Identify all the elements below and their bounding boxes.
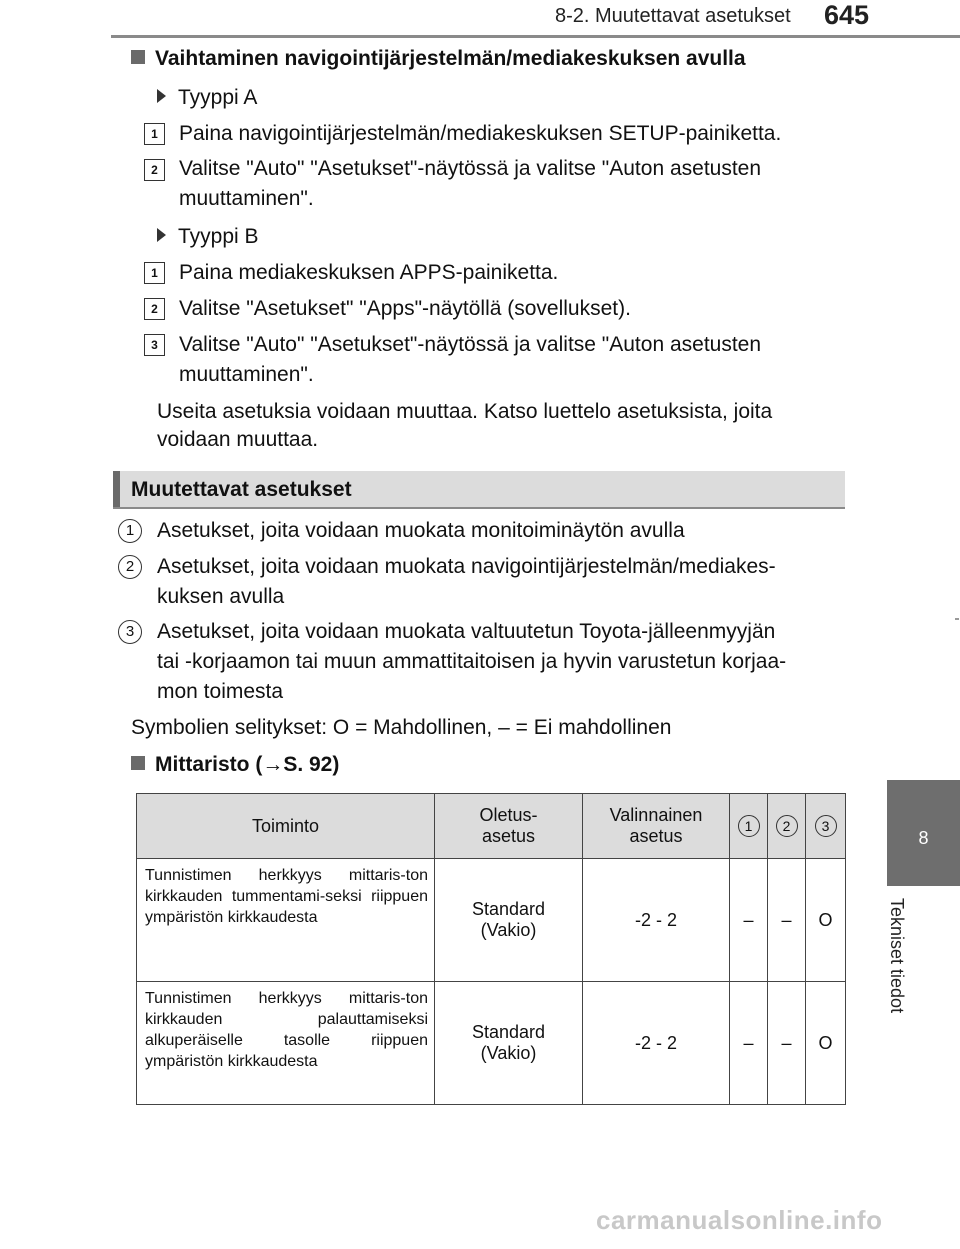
watermark: carmanualsonline.info xyxy=(596,1205,883,1235)
legend-text: Asetukset, joita voidaan muokata navigointijärjestelmän/mediakes- xyxy=(157,555,776,578)
step-text: Valitse "Auto" "Asetukset"-näytössä ja valitse "Auton asetusten xyxy=(179,333,762,356)
square-bullet-icon xyxy=(131,50,145,64)
type-a-label: Tyyppi A xyxy=(157,83,257,113)
page-number: 645 xyxy=(824,0,870,30)
mittaristo-heading: Mittaristo (→S. 92) xyxy=(131,750,339,780)
col-header-3: 3 xyxy=(806,794,846,859)
square-bullet-icon xyxy=(131,756,145,770)
step-text: Paina mediakeskuksen APPS-painiketta. xyxy=(179,261,559,284)
legend-text-cont: kuksen avulla xyxy=(157,585,285,608)
cell-c3: O xyxy=(806,982,846,1105)
type-b-label: Tyyppi B xyxy=(157,222,259,252)
navi-heading: Vaihtaminen navigointijärjestelmän/mediakeskuksen avulla xyxy=(131,44,746,74)
legend-text: Asetukset, joita voidaan muokata valtuutetun Toyota-jälleenmyyjän xyxy=(157,620,776,643)
step-text: Valitse "Asetukset" "Apps"-näytöllä (sovellukset). xyxy=(179,297,631,320)
legend-number-circle: 2 xyxy=(118,555,142,579)
cell-optional: -2 - 2 xyxy=(583,859,730,982)
table-row xyxy=(137,982,846,1105)
note-text-cont: voidaan muuttaa. xyxy=(157,428,319,451)
triangle-bullet-icon xyxy=(157,89,166,103)
triangle-bullet-icon xyxy=(157,228,166,242)
step-text: Paina navigointijärjestelmän/mediakeskuksen SETUP-painiketta. xyxy=(179,122,782,145)
cell-default: Standard (Vakio) xyxy=(435,859,583,982)
heading-rule xyxy=(113,507,845,509)
col-header-function: Toiminto xyxy=(137,794,435,859)
settings-table xyxy=(136,793,846,1105)
step-text-cont: muuttaminen". xyxy=(179,363,314,386)
legend-text: Asetukset, joita voidaan muokata monitoiminäytön avulla xyxy=(157,519,685,542)
margin-mark xyxy=(955,618,959,620)
step-number-box: 3 xyxy=(144,334,165,356)
col-header-optional: Valinnainen asetus xyxy=(583,794,730,859)
chapter-tab xyxy=(887,780,960,886)
section-header: 8-2. Muutettavat asetukset xyxy=(555,5,791,27)
symbol-legend: Symbolien selitykset: O = Mahdollinen, – = Ei mahdollinen xyxy=(131,716,672,739)
cell-c3: O xyxy=(806,859,846,982)
table-header-row xyxy=(137,794,846,859)
chapter-label: Tekniset tiedot xyxy=(887,898,907,1014)
step-number-box: 2 xyxy=(144,159,165,181)
section-title: Muutettavat asetukset xyxy=(131,478,352,501)
col-header-2: 2 xyxy=(768,794,806,859)
cell-c1: – xyxy=(730,982,768,1105)
legend-text-cont: tai -korjaamon tai muun ammattitaitoisen ja hyvin varustetun korjaa- xyxy=(157,650,787,673)
section-heading xyxy=(113,471,845,509)
step-text-cont: muuttaminen". xyxy=(179,187,314,210)
heading-accent-bar xyxy=(113,471,120,509)
header-rule xyxy=(111,35,960,38)
legend-text-cont: mon toimesta xyxy=(157,680,284,703)
cell-c2: – xyxy=(768,982,806,1105)
step-text: Valitse "Auto" "Asetukset"-näytössä ja valitse "Auton asetusten xyxy=(179,157,762,180)
step-number-box: 1 xyxy=(144,262,165,284)
cell-c2: – xyxy=(768,859,806,982)
cell-optional: -2 - 2 xyxy=(583,982,730,1105)
col-header-default: Oletus- asetus xyxy=(435,794,583,859)
step-number-box: 1 xyxy=(144,123,165,145)
cell-c1: – xyxy=(730,859,768,982)
step-number-box: 2 xyxy=(144,298,165,320)
col-header-1: 1 xyxy=(730,794,768,859)
cell-function: Tunnistimen herkkyys mittaris-ton kirkkauden palauttamiseksi alkuperäiselle tasolle riippuen ympäristön kirkkaudesta xyxy=(137,982,435,1105)
cell-default: Standard (Vakio) xyxy=(435,982,583,1105)
note-text: Useita asetuksia voidaan muuttaa. Katso luettelo asetuksista, joita xyxy=(157,400,773,423)
cell-function: Tunnistimen herkkyys mittaris-ton kirkkauden tummentami-seksi riippuen ympäristön kirkkaudesta xyxy=(137,859,435,982)
legend-number-circle: 3 xyxy=(118,620,142,644)
chapter-number: 8 xyxy=(918,828,929,848)
legend-number-circle: 1 xyxy=(118,519,142,543)
table-row xyxy=(137,859,846,982)
